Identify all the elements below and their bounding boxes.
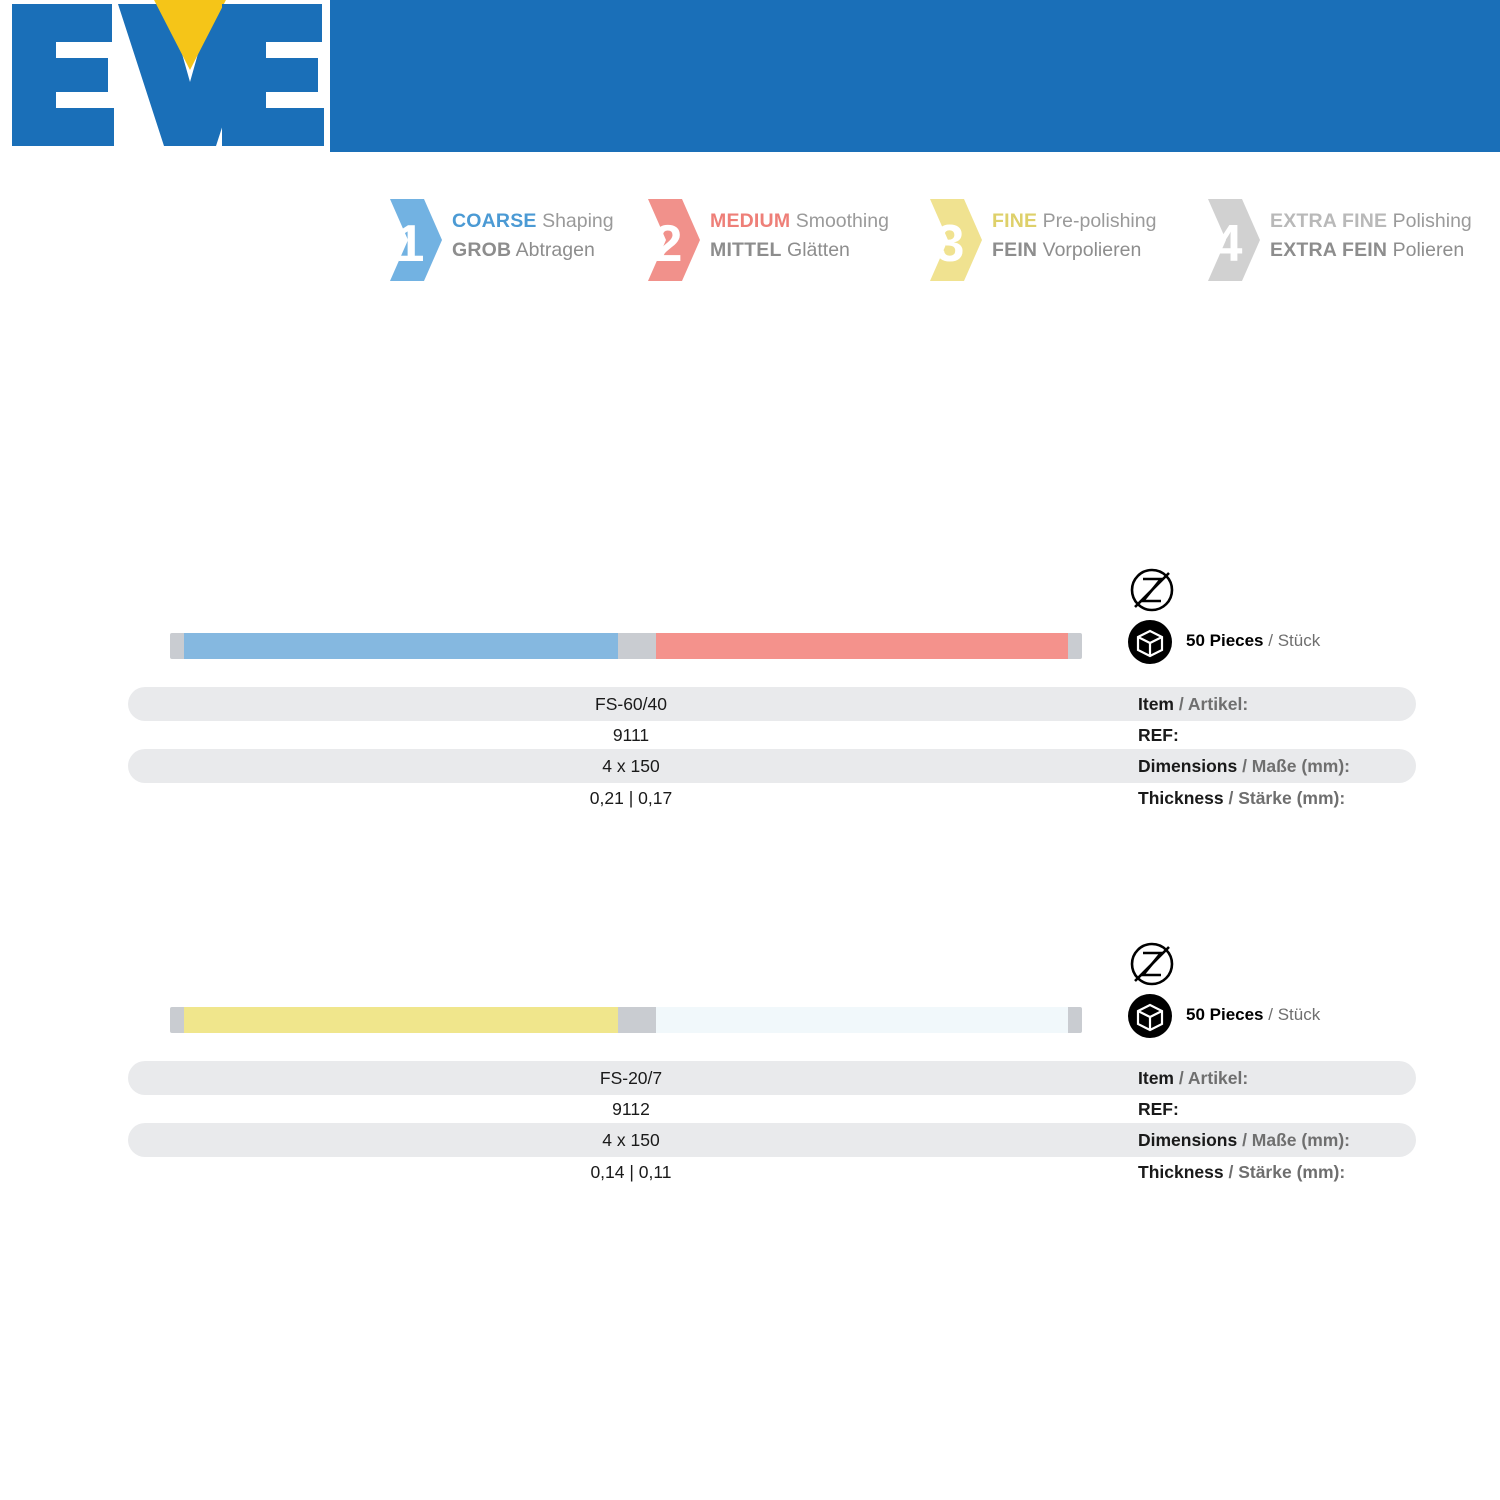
legend-text-extra-fine: [1270, 207, 1472, 265]
legend-en-strong: COARSE: [452, 210, 537, 232]
strip-segment: [170, 633, 184, 659]
spec-value: FS-60/40: [595, 694, 667, 714]
spec-label-en: Dimensions: [1138, 1130, 1238, 1150]
spec-value: 0,21 | 0,17: [589, 788, 673, 808]
legend-line-en: [992, 207, 1156, 236]
legend-line-de: [1270, 236, 1472, 265]
spec-label-en: Item: [1138, 1068, 1174, 1088]
spec-label: [1138, 1092, 1179, 1126]
svg-text:3: 3: [935, 215, 965, 273]
packaging-quantity-de: Stück: [1277, 631, 1321, 650]
box-icon: [1128, 994, 1172, 1038]
legend-en-strong: EXTRA FINE: [1270, 210, 1388, 232]
legend-de-strong: GROB: [452, 239, 512, 261]
strip-segment: [170, 1007, 184, 1033]
legend-item-fine: [924, 195, 1214, 285]
spec-value: 0,14 | 0,11: [590, 1162, 672, 1182]
spec-row: [128, 1155, 1416, 1189]
spec-label-de: / Artikel:: [1173, 694, 1249, 714]
legend-de-strong: FEIN: [992, 239, 1038, 261]
spec-label-en: REF:: [1138, 1099, 1179, 1119]
legend-line-en: [452, 207, 614, 236]
spec-label: [1138, 1061, 1248, 1095]
logo-container: [0, 0, 330, 152]
strip-segment: [1068, 633, 1082, 659]
legend-en-strong: FINE: [992, 210, 1038, 232]
strip-segment: [618, 1007, 656, 1033]
spec-label: [1138, 687, 1248, 721]
legend-de-light: Glätten: [787, 239, 850, 261]
packaging-quantity-value: 50 Pieces: [1186, 631, 1264, 650]
legend-de-light: Vorpolieren: [1042, 239, 1142, 261]
svg-text:1: 1: [395, 215, 425, 273]
legend-item-medium: [642, 195, 932, 285]
spec-label: [1138, 1123, 1350, 1157]
spec-label-de: / Maße (mm):: [1237, 1130, 1350, 1150]
spec-value: FS-20/7: [599, 1068, 663, 1088]
spec-value: 4 x 150: [602, 1130, 660, 1150]
spec-label: [1138, 749, 1350, 783]
spec-row: [128, 1061, 1416, 1095]
legend-item-extra-fine: [1202, 195, 1500, 285]
strip-segment: [656, 1007, 1068, 1033]
legend-text-coarse: [452, 207, 614, 265]
strip-segment: [618, 633, 656, 659]
abrasive-strip-1: [170, 633, 1082, 659]
legend-en-light: Smoothing: [795, 210, 889, 232]
packaging-quantity-value: 50 Pieces: [1186, 1005, 1264, 1024]
grit-legend: [384, 195, 1474, 285]
legend-en-light: Polishing: [1392, 210, 1472, 232]
spec-row: [128, 749, 1416, 783]
legend-de-light: Abtragen: [515, 239, 595, 261]
legend-de-light: Polieren: [1392, 239, 1465, 261]
legend-de-strong: MITTEL: [710, 239, 782, 261]
single-use-icon: [1128, 940, 1176, 988]
legend-text-medium: [710, 207, 889, 265]
legend-item-coarse: [384, 195, 656, 285]
box-icon: [1128, 620, 1172, 664]
abrasive-strip-2: [170, 1007, 1082, 1033]
spec-label-de: / Stärke (mm):: [1223, 788, 1346, 808]
strip-segment: [184, 633, 618, 659]
svg-text:4: 4: [1213, 215, 1243, 273]
legend-line-en: [1270, 207, 1472, 236]
packaging-quantity-2: [1186, 1005, 1320, 1025]
legend-line-de: [452, 236, 614, 265]
spec-row: [128, 1092, 1416, 1126]
spec-value: 9112: [612, 1099, 650, 1119]
spec-label: [1138, 1155, 1345, 1189]
strip-segment: [1068, 1007, 1082, 1033]
legend-line-en: [710, 207, 889, 236]
legend-line-de: [710, 236, 889, 265]
eve-logo: [0, 0, 330, 156]
packaging-quantity-sep: /: [1263, 631, 1278, 650]
legend-en-light: Shaping: [542, 210, 614, 232]
spec-label: [1138, 781, 1345, 815]
spec-label: [1138, 718, 1179, 752]
spec-value: 9111: [612, 725, 650, 745]
spec-label-en: REF:: [1138, 725, 1179, 745]
packaging-quantity-de: Stück: [1277, 1005, 1321, 1024]
spec-label-en: Item: [1138, 694, 1174, 714]
spec-label-en: Dimensions: [1138, 756, 1238, 776]
spec-row: [128, 687, 1416, 721]
spec-label-en: Thickness: [1138, 1162, 1224, 1182]
legend-en-strong: MEDIUM: [710, 210, 791, 232]
single-use-icon: [1128, 566, 1176, 614]
spec-label-de: / Maße (mm):: [1237, 756, 1350, 776]
strip-segment: [656, 633, 1068, 659]
legend-line-de: [992, 236, 1156, 265]
legend-de-strong: EXTRA FEIN: [1270, 239, 1388, 261]
spec-row: [128, 718, 1416, 752]
spec-label-en: Thickness: [1138, 788, 1224, 808]
spec-value: 4 x 150: [602, 756, 660, 776]
svg-text:2: 2: [653, 215, 683, 273]
legend-en-light: Pre-polishing: [1042, 210, 1157, 232]
step-arrow-2-icon: [642, 195, 704, 285]
spec-label-de: / Stärke (mm):: [1223, 1162, 1346, 1182]
legend-text-fine: [992, 207, 1156, 265]
step-arrow-3-icon: [924, 195, 986, 285]
spec-row: [128, 781, 1416, 815]
spec-row: [128, 1123, 1416, 1157]
packaging-quantity-1: [1186, 631, 1320, 651]
step-arrow-1-icon: [384, 195, 446, 285]
spec-label-de: / Artikel:: [1173, 1068, 1249, 1088]
strip-segment: [184, 1007, 618, 1033]
step-arrow-4-icon: [1202, 195, 1264, 285]
packaging-quantity-sep: /: [1263, 1005, 1278, 1024]
